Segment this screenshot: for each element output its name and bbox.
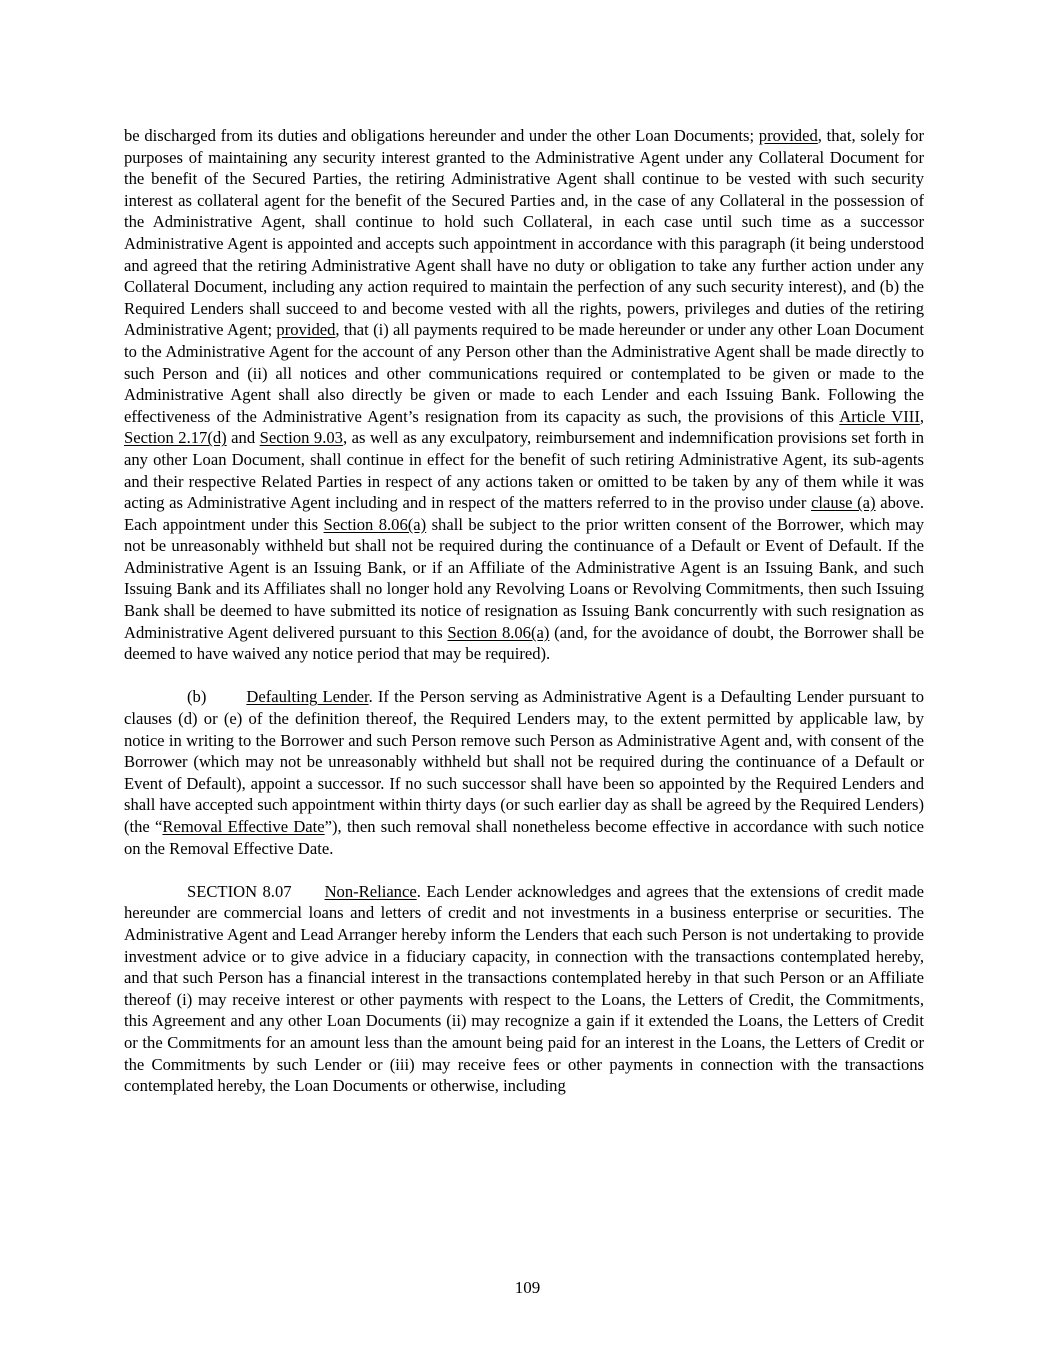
- cross-reference-article-viii: Article VIII: [839, 406, 920, 426]
- cross-reference-section-9-03: Section 9.03: [259, 428, 343, 448]
- section-heading: Non-Reliance: [324, 881, 417, 901]
- text-run: . If the Person serving as Administrative Agent is a Defaulting Lender pursuant to clauses (d) or (e) of the definition thereof, the Required Lenders may, to the extent permitted by applicable law, by notice in writing to the Borrower and such Person remove such Person as Administrative Agent and, with consent of the Borrower (which may not be unreasonably withheld but shall not be required during the continuance of a Default or Event of Default), appoint a successor. If no such successor shall have been so appointed by the Required Lenders and shall have accepted such appointment within thirty days (or such earlier day as shall be agreed by the Required Lenders) (the “: [124, 687, 924, 836]
- text-run: shall be subject to the prior written consent of the Borrower, which may not be unreasonably withheld but shall not be required during the continuance of a Default or Event of Default. If the Administrative Agent is an Issuing Bank, or if an Affiliate of the Administrative Agent is an Issuing Bank, and such Issuing Bank and its Affiliates shall no longer hold any Revolving Loans or Revolving Commitments, then such Issuing Bank shall be deemed to have submitted its notice of resignation as Issuing Bank concurrently with such resignation as Administrative Agent delivered pursuant to this: [124, 514, 924, 642]
- text-run: be discharged from its duties and obligations hereunder and under the other Loan Documents;: [124, 126, 759, 145]
- text-run: ,: [919, 406, 924, 426]
- text-run: , that (i) all payments required to be made hereunder or under any other Loan Document to the Administrative Agent for the account of any Person other than the Administrative Agent shall be made directly to such Person and (ii) all notices and other communications required or contemplated to be given or made to the Administrative Agent shall also directly be given or made to each Lender and each Issuing Bank. Following the effectiveness of the Administrative Agent’s resignation from its capacity as such, the provisions of this: [124, 320, 924, 426]
- text-run: , as well as any exculpatory, reimbursement and indemnification provisions set forth in any other Loan Document, shall continue in effect for the benefit of such retiring Administrative Agent, its sub-agents and their respective Related Parties in respect of any actions taken or omitted to be taken by any of them while it was acting as Administrative Agent including and in respect of the matters referred to in the proviso under: [124, 428, 925, 513]
- text-run: (and, for the avoidance of doubt, the Borrower shall be deemed to have waived any notice period that may be required).: [124, 622, 924, 664]
- paragraph-defaulting-lender: [124, 686, 924, 859]
- clause-label: (b): [187, 687, 207, 707]
- cross-reference-clause-a: clause (a): [811, 493, 876, 513]
- provided-term: provided: [758, 126, 818, 145]
- provided-term: provided: [276, 320, 336, 340]
- page-number: 109: [514, 1278, 541, 1297]
- cross-reference-section-2-17-d: Section 2.17(d): [124, 428, 227, 448]
- text-run: and: [226, 428, 260, 448]
- defined-term: Removal Effective Date: [162, 817, 325, 836]
- text-run: , that, solely for purposes of maintaining any security interest granted to the Administrative Agent under any Collateral Document for the benefit of the Secured Parties, the retiring Administrative Agent shall continue to be vested with such security interest as collateral agent for the benefit of the Secured Parties and, in the case of any Collateral in the possession of the Administrative Agent, shall continue to hold such Collateral, in each case until such time as a successor Administrative Agent is appointed and accepts such appointment in accordance with this paragraph (it being understood and agreed that the retiring Administrative Agent shall have no duty or obligation to take any further action under any Collateral Document, including any action required to maintain the perfection of any such security interest), and (b) the Required Lenders shall succeed to and become vested with all the rights, powers, privileges and duties of the retiring Administrative Agent;: [124, 126, 924, 340]
- section-label: SECTION 8.07: [187, 881, 292, 901]
- paragraph-resignation-continued: [124, 125, 924, 665]
- text-run: ”), then such removal shall nonetheless become effective in accordance with such notice on the Removal Effective Date.: [124, 817, 925, 858]
- cross-reference-section-8-06-a: Section 8.06(a): [323, 514, 427, 534]
- text-run: above. Each appointment under this: [124, 493, 924, 534]
- document-page: [124, 125, 924, 1097]
- clause-heading: Defaulting Lender: [246, 687, 369, 707]
- text-run: . Each Lender acknowledges and agrees that the extensions of credit made hereunder are commercial loans and letters of credit and not investments in a business enterprise or securities. The Administrative Agent and Lead Arranger hereby inform the Lenders that each such Person is not undertaking to provide investment advice or to give advice in a fiduciary capacity, in connection with the transactions contemplated hereby, and that such Person has a financial interest in the transactions contemplated hereby in that such Person or an Affiliate thereof (i) may receive interest or other payments with respect to the Loans, the Letters of Credit, the Commitments, this Agreement and any other Loan Documents (ii) may recognize a gain if it extended the Loans, the Letters of Credit or the Commitments for an amount less than the amount being paid for an interest in the Loans, the Letters of Credit or the Commitments by such Lender or (iii) may receive fees or other payments in connection with the transactions contemplated hereby, the Loan Documents or otherwise, including: [124, 881, 925, 1096]
- paragraph-section-8-07: [124, 881, 924, 1097]
- cross-reference-section-8-06-a: Section 8.06(a): [447, 622, 550, 642]
